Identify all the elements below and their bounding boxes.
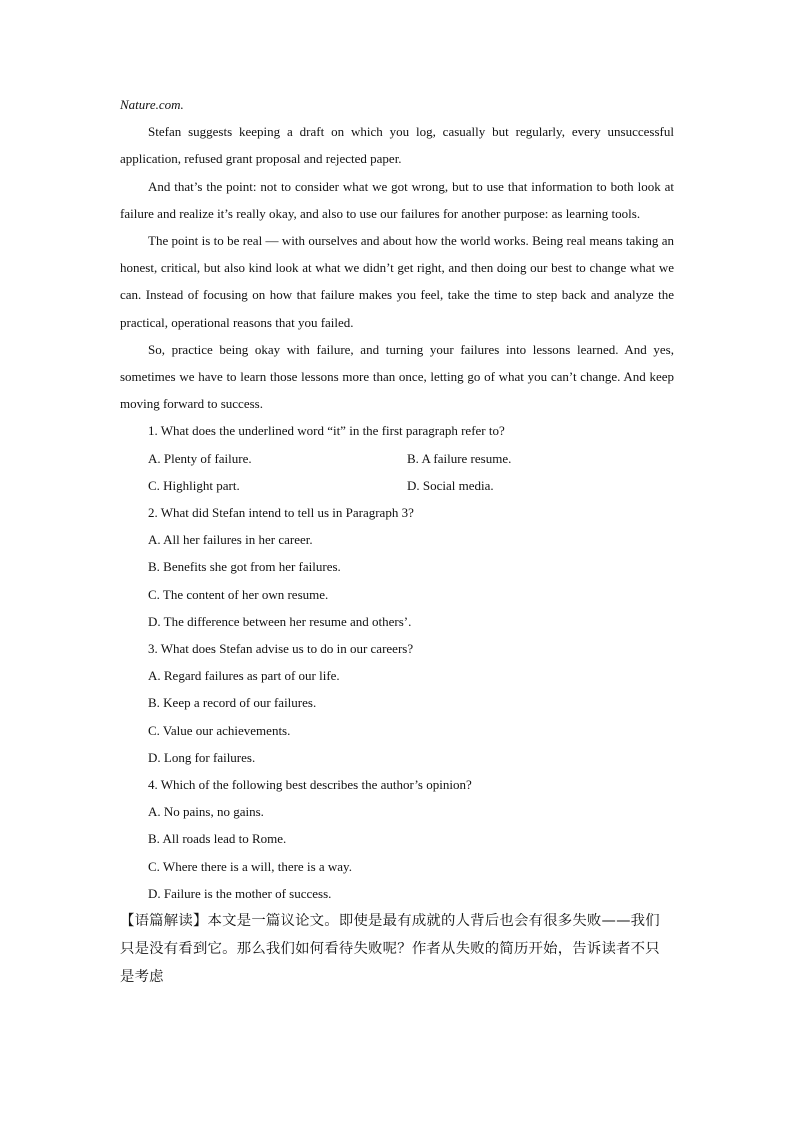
option-a: A. All her failures in her career. <box>148 532 313 548</box>
option-a: A. Regard failures as part of our life. <box>148 668 340 684</box>
analysis-line <box>120 907 674 935</box>
analysis-text: 本文是一篇议论文。即使是最有成就的人背后也会有很多失败——我们 <box>207 913 660 930</box>
option-d: D. The difference between her resume and others’. <box>148 613 412 629</box>
option-c: C. Where there is a will, there is a way. <box>148 858 352 874</box>
option-d: D. Social media. <box>407 477 494 493</box>
option-a: A. Plenty of failure. <box>148 450 252 466</box>
option-c: C. Highlight part. <box>148 477 240 493</box>
option-b: B. Keep a record of our failures. <box>148 695 317 711</box>
paragraph: Stefan suggests keeping a draft on which you log, casually but regularly, every unsuccessful application, refused grant proposal and rejected paper. <box>120 124 674 167</box>
question-stem: 2. What did Stefan intend to tell us in Paragraph 3? <box>148 505 414 521</box>
analysis-line: 只是没有看到它。那么我们如何看待失败呢？作者从失败的简历开始，告诉读者不只是考虑 <box>120 941 660 986</box>
option-d: D. Failure is the mother of success. <box>148 885 332 901</box>
option-b: B. Benefits she got from her failures. <box>148 559 341 575</box>
analysis-tag: 【语篇解读】 <box>120 913 208 930</box>
question-stem: 1. What does the underlined word “it” in the first paragraph refer to? <box>148 423 505 439</box>
option-c: C. The content of her own resume. <box>148 586 329 602</box>
option-row <box>120 445 674 472</box>
option-row <box>120 472 674 499</box>
paragraph: The point is to be real — with ourselves and about how the world works. Being real means taking an honest, critical, but also kind look at what we didn’t get right, and then doing our best to change what we can. Instead of focusing on how that failure makes you feel, take the time to step back and analyze the practical, operational reasons that you failed. <box>120 233 674 330</box>
option-b: B. All roads lead to Rome. <box>148 831 287 847</box>
document-content <box>120 91 674 991</box>
option-d: D. Long for failures. <box>148 749 256 765</box>
option-a: A. No pains, no gains. <box>148 804 264 820</box>
question-stem: 4. Which of the following best describes the author’s opinion? <box>148 777 472 793</box>
question-stem: 3. What does Stefan advise us to do in our careers? <box>148 641 414 657</box>
source-line: Nature.com. <box>120 97 184 112</box>
paragraph: So, practice being okay with failure, and turning your failures into lessons learned. And yes, sometimes we have to learn those lessons more than once, letting go of what you can’t change. And keep moving forward to success. <box>120 341 674 412</box>
option-c: C. Value our achievements. <box>148 722 291 738</box>
option-b: B. A failure resume. <box>407 450 512 466</box>
paragraph: And that’s the point: not to consider what we got wrong, but to use that information to both look at failure and realize it’s really okay, and also to use our failures for another purpose: as learning tools. <box>120 178 674 221</box>
